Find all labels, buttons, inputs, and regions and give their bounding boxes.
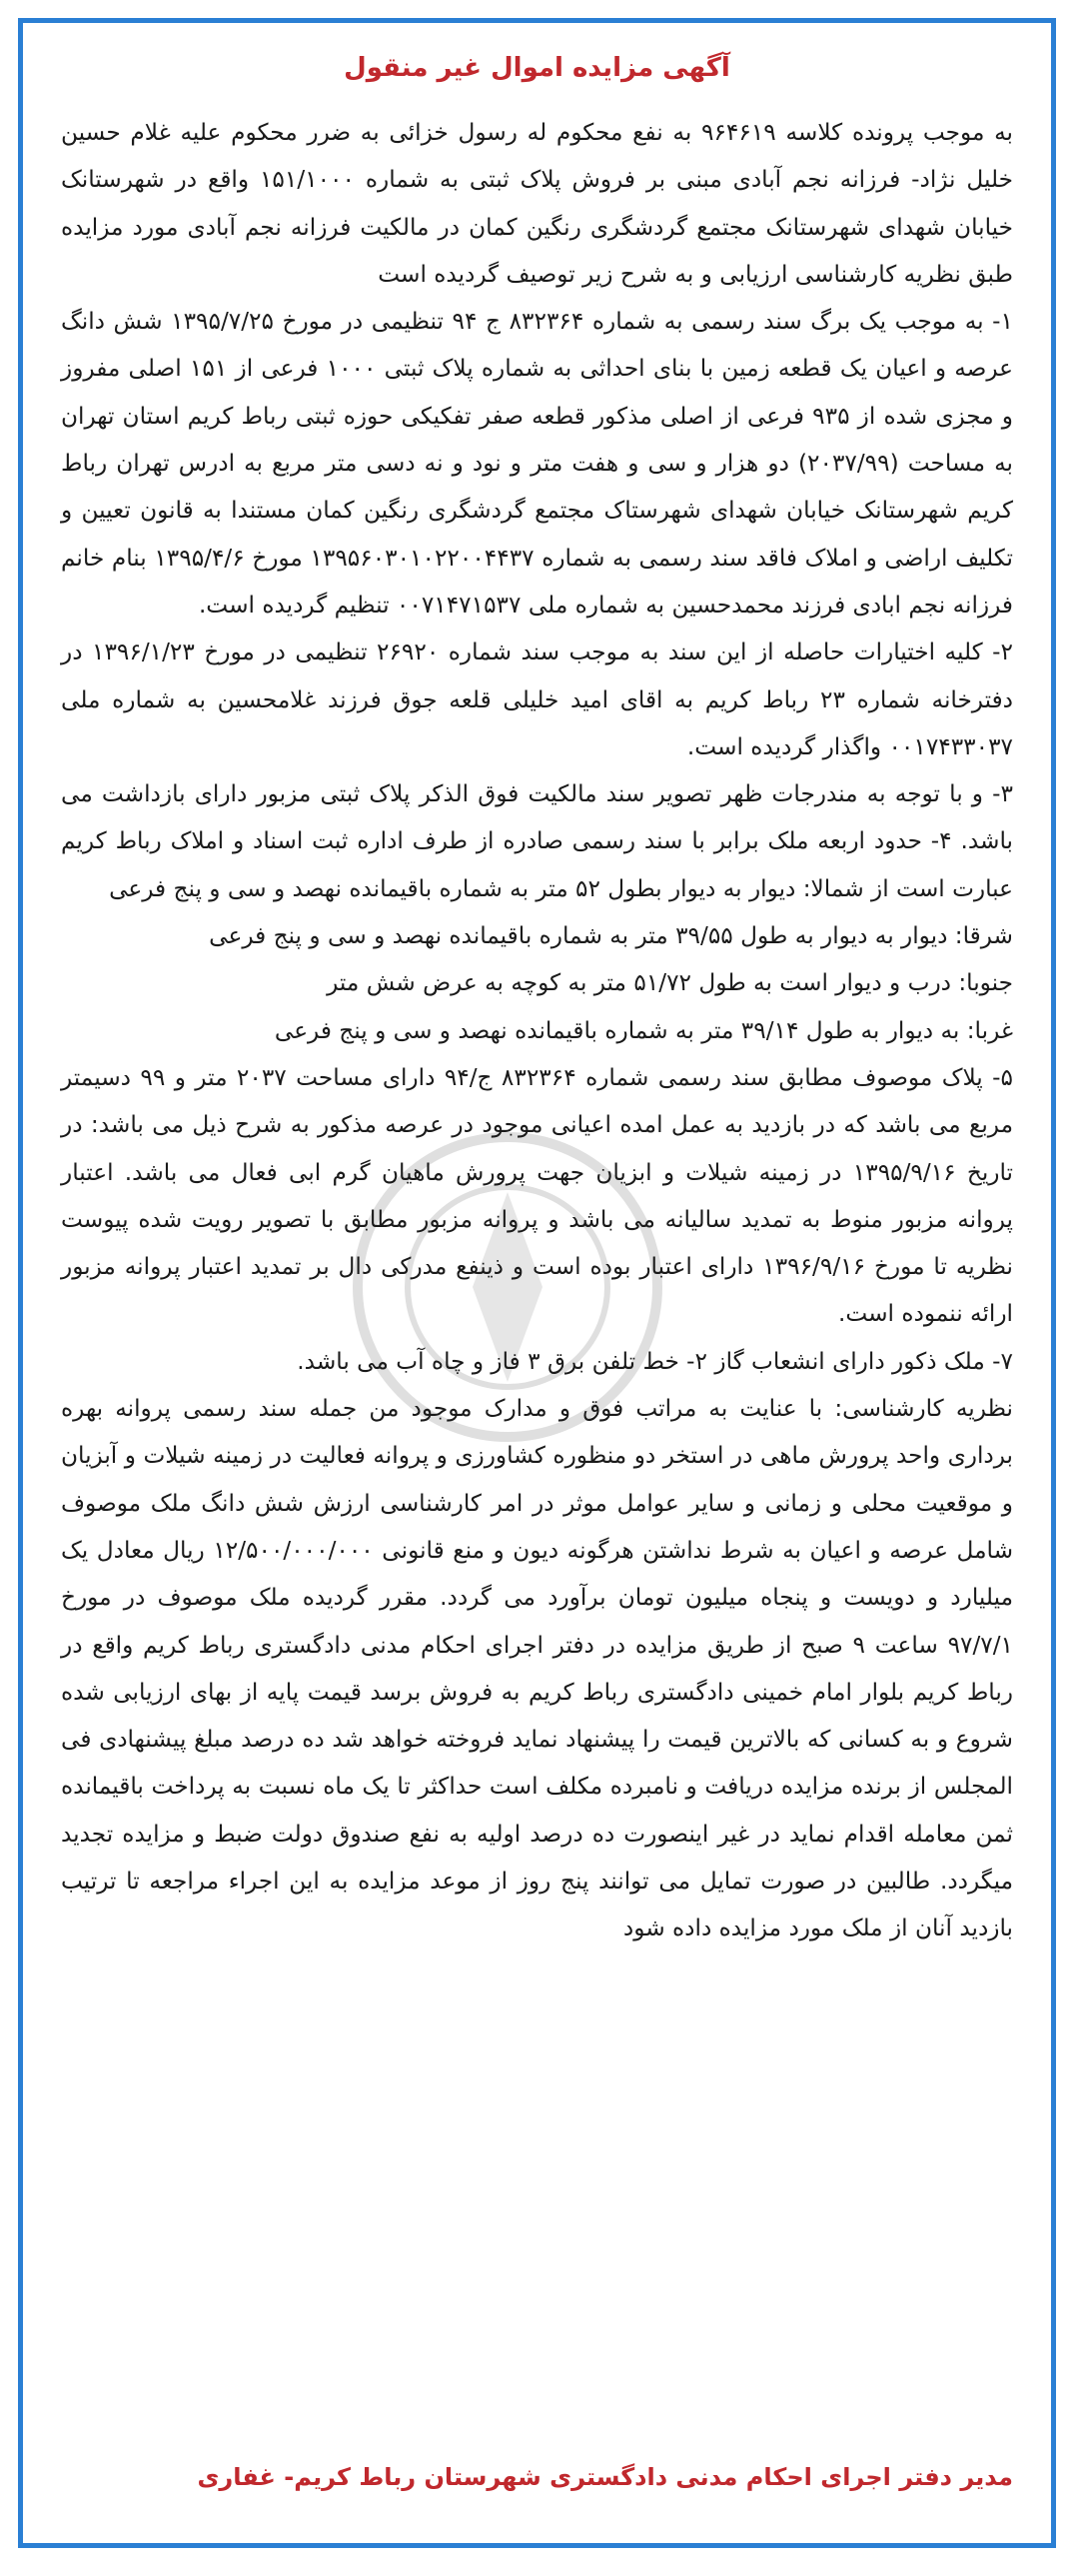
notice-title: آگهی مزایده اموال غیر منقول: [344, 53, 730, 83]
clause-5: ۵- پلاک موصوف مطابق سند رسمی شماره ۸۳۲۳۶۴ ج/۹۴ دارای مساحت ۲۰۳۷ متر و ۹۹ دسیمتر مربع می باشد که در بازدید به عمل امده اعیانی موجود در عرصه مذکور به شرح ذیل می باشد: در تاریخ ۱۳۹۵/۹/۱۶ در زمینه شیلات و ابزیان جهت پرورش ماهیان گرم ابی فعال می باشد. اعتبار پروانه مزبور منوط به تمدید سالیانه می باشد و پروانه مزبور مطابق با تصویر رویت شده پیوست نظریه تا مورخ ۱۳۹۶/۹/۱۶ دارای اعتبار بوده است و ذینفع مدرکی دال بر تمدید اعتبار پروانه مزبور ارائه ننموده است.: [61, 1063, 1014, 1328]
boundary-west: غربا: به دیوار به طول ۳۹/۱۴ متر به شماره باقیمانده نهصد و سی و پنج فرعی: [274, 1016, 1013, 1044]
expert-opinion: نظریه کارشناسی: با عنایت به مراتب فوق و مدارک موجود من جمله سند رسمی پروانه بهره برداری واحد پرورش ماهی در استخر دو منظوره کشاورزی و پروانه فعالیت در زمینه شیلات و آبزیان و موقعیت محلی و زمانی و سایر عوامل موثر در امر کارشناسی ارزش شش دانگ ملک موصوف شامل عرصه و اعیان به شرط نداشتن هرگونه دیون و منع قانونی ۱۲/۵۰۰/۰۰۰/۰۰۰ ریال معادل یک میلیارد و دویست و پنجاه میلیون تومان برآورد می گردد. مقرر گردیده ملک موصوف در مورخ ۹۷/۷/۱ ساعت ۹ صبح از طریق مزایده در دفتر اجرای احکام مدنی دادگستری رباط کریم واقع در رباط کریم بلوار امام خمینی دادگستری رباط کریم به فروش برسد قیمت پایه از بهای ارزیابی شده شروع و به کسانی که بالاترین قیمت را پیشنهاد نماید فروخته خواهد شد ده درصد مبلغ پیشنهادی فی المجلس از برنده مزایده دریافت و نامبرده مکلف است حداکثر تا یک ماه نسبت به پرداخت باقیمانده ثمن معامله اقدام نماید در غیر اینصورت ده درصد اولیه به نفع صندوق دولت ضبط و مزایده تجدید میگردد. طالبین در صورت تمایل می توانند پنج روز از موعد مزایده به این اجراء مراجعه تا ترتیب بازدید آنان از ملک مورد مزایده داده شود: [61, 1395, 1014, 1942]
clause-3-4: ۳- و با توجه به مندرجات ظهر تصویر سند مالکیت فوق الذکر پلاک ثبتی مزبور دارای بازداشت می باشد. ۴- حدود اربعه ملک برابر با سند رسمی صادره از طرف اداره ثبت اسناد و املاک رباط کریم عبارت است از شمالا: دیوار به دیوار بطول ۵۲ متر به شماره باقیمانده نهصد و سی و پنج فرعی: [61, 780, 1013, 902]
notice-frame: [18, 18, 1056, 2548]
intro-paragraph: به موجب پرونده کلاسه ۹۶۴۶۱۹ به نفع محکوم له رسول خزائی به ضرر محکوم علیه غلام حسین خلیل نژاد- فرزانه نجم آبادی مبنی بر فروش پلاک ثبتی به شماره ۱۵۱/۱۰۰۰ واقع در شهرستانک خیابان شهدای شهرستانک مجتمع گردشگری رنگین کمان در مالکیت فرزانه نجم آبادی مورد مزایده طبق نظریه کارشناسی ارزیابی و به شرح زیر توصیف گردیده است: [61, 119, 1014, 288]
signature-line: مدیر دفتر اجرای احکام مدنی دادگستری شهرستان رباط کریم- غفاری: [197, 2463, 1013, 2491]
clause-1: ۱- به موجب یک برگ سند رسمی به شماره ۸۳۲۳۶۴ ج ۹۴ تنظیمی در مورخ ۱۳۹۵/۷/۲۵ شش دانگ عرصه و اعیان یک قطعه زمین با بنای احداثی به شماره پلاک ثبتی ۱۰۰۰ فرعی از ۱۵۱ اصلی مفروز و مجزی شده از ۹۳۵ فرعی از اصلی مذکور قطعه صفر تفکیکی حوزه ثبتی رباط کریم استان تهران به مساحت (۲۰۳۷/۹۹) دو هزار و سی و هفت متر و نود و نه دسی متر مربع به ادرس تهران رباط کریم شهرستانک خیابان شهدای شهرستاک مجتمع گردشگری رنگین کمان مستندا به قانون تعیین و تکلیف اراضی و املاک فاقد سند رسمی به شماره ۱۳۹۵۶۰۳۰۱۰۲۲۰۰۴۴۳۷ مورخ ۱۳۹۵/۴/۶ بنام خانم فرزانه نجم ابادی فرزند محمدحسین به شماره ملی ۰۰۷۱۴۷۱۵۳۷ تنظیم گردیده است.: [61, 308, 1014, 619]
boundary-south: جنوبا: درب و دیوار است به طول ۵۱/۷۲ متر به کوچه به عرض شش متر: [327, 969, 1013, 997]
clause-7: ۷- ملک ذکور دارای انشعاب گاز ۲- خط تلفن برق ۳ فاز و چاه آب می باشد.: [297, 1347, 1013, 1375]
boundary-east: شرقا: دیوار به دیوار به طول ۳۹/۵۵ متر به شماره باقیمانده نهصد و سی و پنج فرعی: [209, 922, 1013, 950]
clause-2: ۲- کلیه اختیارات حاصله از این سند به موجب سند شماره ۲۶۹۲۰ تنظیمی در مورخ ۱۳۹۶/۱/۲۳ در دفترخانه شماره ۲۳ رباط کریم به اقای امید خلیلی قلعه جوق فرزند غلامحسین به شماره ملی ۰۰۱۷۴۳۳۰۳۷ واگذار گردیده است.: [61, 639, 1013, 760]
notice-body: [61, 109, 1013, 1952]
